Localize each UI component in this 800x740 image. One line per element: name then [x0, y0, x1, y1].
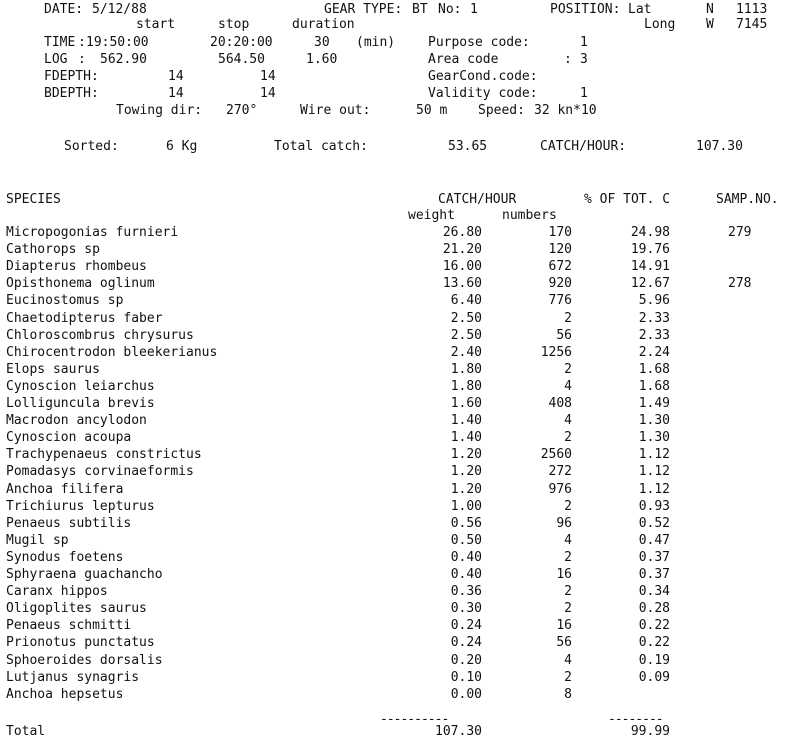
weight-value: 0.40	[450, 567, 482, 582]
pct-value: 5.96	[638, 293, 670, 308]
pct-value: 1.30	[638, 413, 670, 428]
species-name: Penaeus subtilis	[6, 516, 132, 531]
weight-value: 0.36	[450, 584, 482, 599]
time-label: TIME	[44, 35, 76, 50]
pct-value: 1.68	[638, 362, 670, 377]
pct-value: 2.24	[638, 345, 670, 360]
species-name: Caranx hippos	[6, 584, 108, 599]
sub-weight-header: weight	[408, 208, 455, 223]
col-pct-header: % OF TOT. C	[584, 192, 671, 207]
gear-type-value: BT	[412, 2, 428, 17]
total-label: Total	[6, 724, 46, 739]
numbers-value: 2	[564, 311, 572, 326]
weight-value: 13.60	[442, 276, 482, 291]
species-name: Trichiurus lepturus	[6, 499, 155, 514]
weight-value: 0.24	[450, 635, 482, 650]
numbers-value: 2	[564, 499, 572, 514]
speed-label: Speed:	[478, 103, 525, 118]
weight-value: 16.00	[442, 259, 482, 274]
pct-value: 2.33	[638, 328, 670, 343]
numbers-value: 170	[548, 225, 572, 240]
log-start: 562.90	[100, 52, 147, 67]
species-name: Macrodon ancylodon	[6, 413, 147, 428]
purpose-label: Purpose code:	[428, 35, 530, 50]
towing-label: Towing dir:	[116, 103, 203, 118]
towing-value: 270°	[226, 103, 258, 118]
numbers-value: 4	[564, 413, 572, 428]
total-pct: 99.99	[630, 724, 670, 739]
numbers-value: 2	[564, 362, 572, 377]
time-stop: 20:20:00	[210, 35, 273, 50]
weight-value: 0.40	[450, 550, 482, 565]
long-value: 7145	[736, 17, 768, 32]
wire-value: 50 m	[416, 103, 448, 118]
wire-label: Wire out:	[300, 103, 371, 118]
col-duration-label: duration	[292, 17, 355, 32]
numbers-value: 96	[556, 516, 572, 531]
numbers-value: 2	[564, 430, 572, 445]
weight-value: 0.00	[450, 687, 482, 702]
species-name: Oligoplites saurus	[6, 601, 147, 616]
numbers-value: 776	[548, 293, 572, 308]
species-name: Lolliguncula brevis	[6, 396, 155, 411]
pct-value: 0.22	[638, 618, 670, 633]
weight-value: 0.24	[450, 618, 482, 633]
numbers-value: 2	[564, 550, 572, 565]
weight-value: 1.40	[450, 413, 482, 428]
pct-value: 14.91	[630, 259, 670, 274]
sub-numbers-header: numbers	[502, 208, 557, 223]
species-name: Penaeus schmitti	[6, 618, 132, 633]
pct-value: 0.37	[638, 550, 670, 565]
weight-value: 6.40	[450, 293, 482, 308]
pct-value: 19.76	[630, 242, 670, 257]
species-name: Pomadasys corvinaeformis	[6, 464, 194, 479]
log-duration: 1.60	[306, 52, 338, 67]
log-stop: 564.50	[218, 52, 265, 67]
pct-value: 2.33	[638, 311, 670, 326]
species-name: Micropogonias furnieri	[6, 225, 179, 240]
lat-label: Lat	[628, 2, 652, 17]
weight-value: 0.50	[450, 533, 482, 548]
total-weight: 107.30	[435, 724, 482, 739]
numbers-value: 408	[548, 396, 572, 411]
numbers-value: 672	[548, 259, 572, 274]
validity-label: Validity code:	[428, 86, 538, 101]
pct-value: 0.37	[638, 567, 670, 582]
pct-value: 0.09	[638, 670, 670, 685]
numbers-value: 56	[556, 635, 572, 650]
gearcond-label: GearCond.code:	[428, 69, 538, 84]
weight-value: 0.56	[450, 516, 482, 531]
pct-value: 1.30	[638, 430, 670, 445]
weight-value: 1.80	[450, 379, 482, 394]
species-name: Diapterus rhombeus	[6, 259, 147, 274]
pct-value: 0.47	[638, 533, 670, 548]
species-name: Chaetodipterus faber	[6, 311, 163, 326]
weight-value: 0.20	[450, 653, 482, 668]
pct-value: 1.68	[638, 379, 670, 394]
numbers-value: 4	[564, 533, 572, 548]
weight-value: 1.20	[450, 447, 482, 462]
total-catch-value: 53.65	[448, 139, 488, 154]
pct-value: 24.98	[630, 225, 670, 240]
species-name: Synodus foetens	[6, 550, 124, 565]
weight-value: 1.00	[450, 499, 482, 514]
pct-total-rule: --------	[608, 712, 663, 727]
numbers-value: 2	[564, 670, 572, 685]
col-samp-header: SAMP.NO.	[716, 192, 779, 207]
weight-value: 1.20	[450, 464, 482, 479]
weight-value: 1.60	[450, 396, 482, 411]
catch-hour-label: CATCH/HOUR:	[540, 139, 627, 154]
species-name: Mugil sp	[6, 533, 69, 548]
weight-value: 2.50	[450, 328, 482, 343]
lat-dir: N	[706, 2, 714, 17]
pct-value: 1.12	[638, 447, 670, 462]
species-name: Eucinostomus sp	[6, 293, 124, 308]
numbers-value: 8	[564, 687, 572, 702]
species-name: Opisthonema oglinum	[6, 276, 155, 291]
numbers-value: 16	[556, 567, 572, 582]
fdepth-stop: 14	[260, 69, 276, 84]
species-name: Anchoa filifera	[6, 482, 124, 497]
species-name: Sphyraena guachancho	[6, 567, 163, 582]
weight-value: 26.80	[442, 225, 482, 240]
validity-value: 1	[580, 86, 588, 101]
weight-value: 1.40	[450, 430, 482, 445]
species-name: Trachypenaeus constrictus	[6, 447, 202, 462]
pct-value: 0.22	[638, 635, 670, 650]
species-name: Cynoscion leiarchus	[6, 379, 155, 394]
bdepth-start: 14	[168, 86, 184, 101]
samp-value: 278	[728, 276, 752, 291]
position-label: POSITION:	[550, 2, 621, 17]
area-value: 3	[580, 52, 588, 67]
date-value: 5/12/88	[92, 2, 147, 17]
numbers-value: 2560	[540, 447, 572, 462]
numbers-value: 120	[548, 242, 572, 257]
log-label: LOG	[44, 52, 68, 67]
species-name: Sphoeroides dorsalis	[6, 653, 163, 668]
species-name: Cynoscion acoupa	[6, 430, 132, 445]
col-species-header: SPECIES	[6, 192, 61, 207]
pct-value: 1.12	[638, 482, 670, 497]
numbers-value: 16	[556, 618, 572, 633]
time-start: 19:50:00	[86, 35, 149, 50]
catch-hour-value: 107.30	[696, 139, 743, 154]
pct-value: 1.12	[638, 464, 670, 479]
catch-report-page: DATE: 5/12/88 GEAR TYPE: BT No: 1 POSITION: Lat N 1113 start stop duration Long W 7145 TIME : 19:50:00 20:20:00 30 (min) Purpose code: 1 LOG : 562.90 564.50 1.60 Area code : 3 FDEPTH: 14 14 GearCond.code: BDEPTH: 14 14 Validity code: 1 Towing dir: 270° Wire out: 50 m Speed: 32 kn*10 Sorted: 6 Kg Total catch: 53.65 CATCH/HOUR: 107.30 SPECIES CATCH/HOUR % OF TOT. C SAMP.NO. weight numbers Micropogonias furnieri 26.80 170 24.98 279 Cathorops sp 21.20 120 19.76 Diapterus rhombeus 16.00 672 14.91 Opisthonema oglinum 13.60 920 12.67 278 Eucinostomus sp 6.40 776 5.96 Chaetodipterus faber 2.50 2 2.33 Chloroscombrus chrysurus 2.50 56 2.33 Chirocentrodon bleekerianus 2.40 1256 2.24 Elops saurus 1.80 2 1.68 Cynoscion leiarchus 1.80 4 1.68 Lolliguncula brevis 1.60 408 1.49 Macrodon ancylodon 1.40 4 1.30 Cynoscion acoupa 1.40 2 1.30 Trachypenaeus constrictus 1.20 2560 1.12 Pomadasys corvinaeformis 1.20 272 1.12 Anchoa filifera 1.20 976 1.12 Trichiurus lepturus 1.00 2 0.93 Penaeus subtilis 0.56 96 0.52 Mugil sp 0.50 4 0.47 Synodus foetens 0.40 2 0.37 Sphyraena guachancho 0.40 16 0.37 Caranx hippos 0.36 2 0.34 Oligoplites saurus 0.30 2 0.28 Penaeus schmitti 0.24 16 0.22 Prionotus punctatus 0.24 56 0.22 Sphoeroides dorsalis 0.20 4 0.19 Lutjanus synagris 0.10 2 0.09 Anchoa hepsetus 0.00 8 ---------- -------- Total 107.30 99.99	[6, 2, 779, 739]
long-dir: W	[706, 17, 714, 32]
fdepth-label: FDEPTH:	[44, 69, 99, 84]
numbers-value: 4	[564, 379, 572, 394]
numbers-value: 272	[548, 464, 572, 479]
weight-value: 0.10	[450, 670, 482, 685]
sorted-value: 6 Kg	[166, 139, 198, 154]
numbers-value: 920	[548, 276, 572, 291]
species-name: Anchoa hepsetus	[6, 687, 124, 702]
gear-type-label: GEAR TYPE:	[324, 2, 403, 17]
no-label: No:	[438, 2, 462, 17]
col-catch-hour-header: CATCH/HOUR	[438, 192, 517, 207]
species-name: Cathorops sp	[6, 242, 100, 257]
species-name: Chloroscombrus chrysurus	[6, 328, 194, 343]
purpose-value: 1	[580, 35, 588, 50]
numbers-value: 2	[564, 601, 572, 616]
col-stop-label: stop	[218, 17, 250, 32]
pct-value: 1.49	[638, 396, 670, 411]
time-duration: 30	[314, 35, 330, 50]
pct-value: 0.34	[638, 584, 670, 599]
weight-total-rule: ----------	[380, 712, 449, 727]
weight-value: 2.40	[450, 345, 482, 360]
time-unit: (min)	[356, 35, 396, 50]
pct-value: 12.67	[630, 276, 670, 291]
speed-value: 32 kn*10	[534, 103, 597, 118]
numbers-value: 56	[556, 328, 572, 343]
species-name: Elops saurus	[6, 362, 100, 377]
weight-value: 1.80	[450, 362, 482, 377]
species-name: Prionotus punctatus	[6, 635, 155, 650]
weight-value: 2.50	[450, 311, 482, 326]
lat-value: 1113	[736, 2, 768, 17]
col-start-label: start	[136, 17, 176, 32]
pct-value: 0.28	[638, 601, 670, 616]
numbers-value: 976	[548, 482, 572, 497]
weight-value: 0.30	[450, 601, 482, 616]
bdepth-stop: 14	[260, 86, 276, 101]
pct-value: 0.93	[638, 499, 670, 514]
long-label: Long	[644, 17, 676, 32]
sorted-label: Sorted:	[64, 139, 119, 154]
fdepth-start: 14	[168, 69, 184, 84]
area-label: Area code	[428, 52, 499, 67]
species-name: Chirocentrodon bleekerianus	[6, 345, 218, 360]
pct-value: 0.52	[638, 516, 670, 531]
pct-value: 0.19	[638, 653, 670, 668]
numbers-value: 2	[564, 584, 572, 599]
species-name: Lutjanus synagris	[6, 670, 140, 685]
samp-value: 279	[728, 225, 752, 240]
numbers-value: 1256	[540, 345, 572, 360]
weight-value: 1.20	[450, 482, 482, 497]
numbers-value: 4	[564, 653, 572, 668]
weight-value: 21.20	[442, 242, 482, 257]
bdepth-label: BDEPTH:	[44, 86, 99, 101]
date-label: DATE:	[44, 2, 84, 17]
total-catch-label: Total catch:	[274, 139, 368, 154]
no-value: 1	[470, 2, 478, 17]
